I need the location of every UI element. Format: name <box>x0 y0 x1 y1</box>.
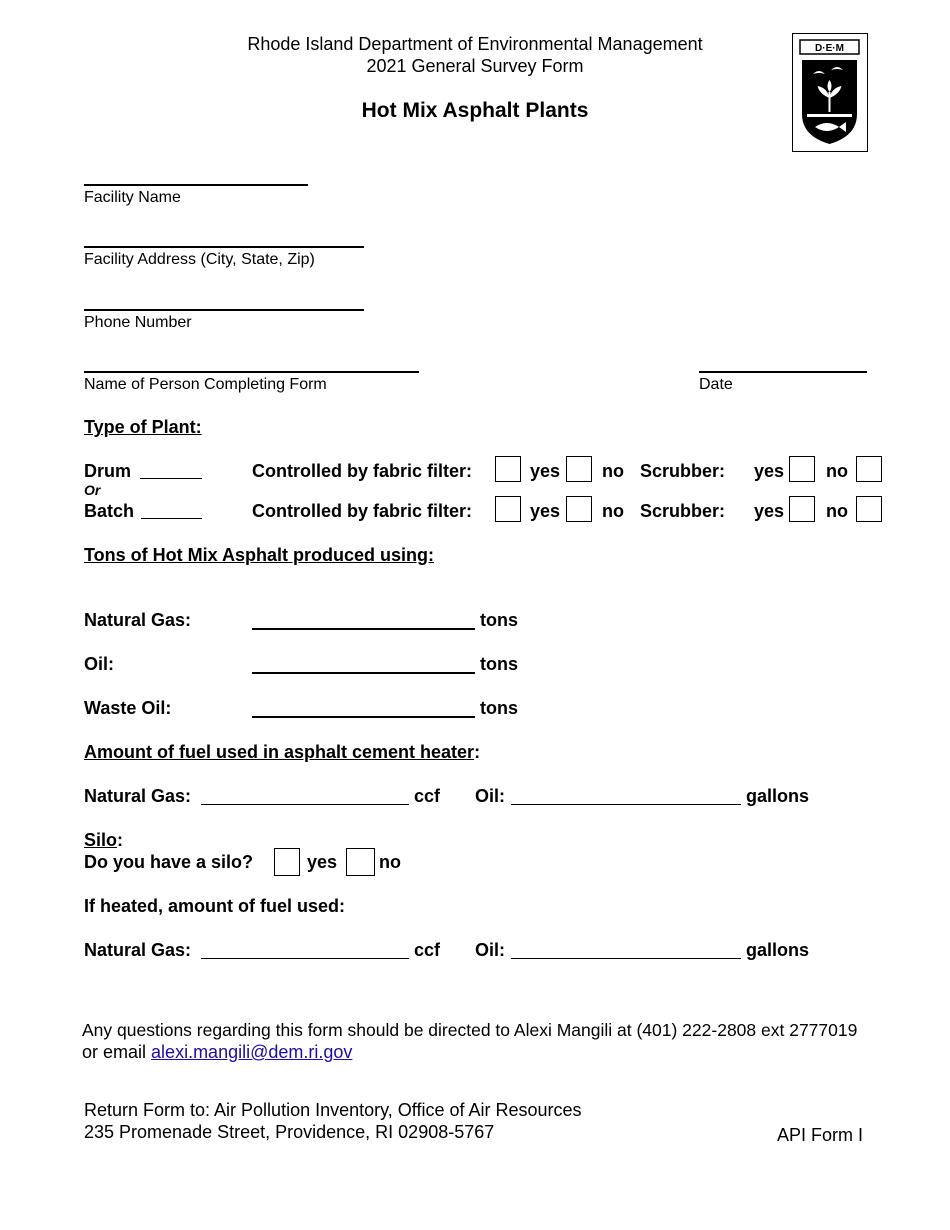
silo-gas-unit: ccf <box>414 940 441 960</box>
batch-filter-no-label: no <box>602 501 624 521</box>
heater-oil-label: Oil: <box>475 786 505 806</box>
heater-gas-unit: ccf <box>414 786 441 806</box>
silo-heated-label: If heated, amount of fuel used: <box>84 896 346 916</box>
drum-scrubber-label: Scrubber: <box>640 461 726 481</box>
tons-oil-unit: tons <box>480 654 518 674</box>
drum-controlled-label: Controlled by fabric filter: <box>252 461 473 481</box>
contact-email-link[interactable]: alexi.mangili@dem.ri.gov <box>151 1042 353 1062</box>
phone-number-line[interactable] <box>84 309 364 311</box>
silo-heading-text: Silo <box>84 830 118 850</box>
facility-address-line[interactable] <box>84 246 364 248</box>
batch-scrubber-yes-label: yes <box>754 501 785 521</box>
heater-fuel-heading-text: Amount of fuel used in asphalt cement heater <box>84 742 475 762</box>
silo-heading <box>84 830 123 851</box>
drum-scrubber-no-checkbox[interactable] <box>856 456 882 482</box>
date-line[interactable] <box>699 371 867 373</box>
drum-scrubber-yes-checkbox[interactable] <box>789 456 815 482</box>
page-title: Hot Mix Asphalt Plants <box>361 99 589 122</box>
silo-oil-line[interactable] <box>511 958 741 959</box>
drum-filter-no-checkbox[interactable] <box>566 456 592 482</box>
drum-scrubber-no-label: no <box>826 461 848 481</box>
contact-line-2 <box>82 1042 352 1063</box>
silo-natural-gas-line[interactable] <box>201 958 409 959</box>
silo-yes-checkbox[interactable] <box>274 848 300 876</box>
person-name-label: Name of Person Completing Form <box>84 376 327 393</box>
drum-label: Drum <box>84 461 132 481</box>
facility-address-label: Facility Address (City, State, Zip) <box>84 251 315 268</box>
tons-natural-gas-line[interactable] <box>252 628 475 630</box>
form-year-title: 2021 General Survey Form <box>366 56 584 76</box>
tons-heading: Tons of Hot Mix Asphalt produced using: <box>84 545 434 565</box>
batch-filter-yes-label: yes <box>530 501 561 521</box>
drum-filter-no-label: no <box>602 461 624 481</box>
drum-scrubber-yes-label: yes <box>754 461 785 481</box>
batch-scrubber-yes-checkbox[interactable] <box>789 496 815 522</box>
silo-natural-gas-label: Natural Gas: <box>84 940 192 960</box>
batch-scrubber-no-checkbox[interactable] <box>856 496 882 522</box>
drum-filter-yes-label: yes <box>530 461 561 481</box>
tons-natural-gas-unit: tons <box>480 610 518 630</box>
silo-question: Do you have a silo? <box>84 852 254 872</box>
contact-line-1: Any questions regarding this form should be directed to Alexi Mangili at (401) 222-2808 ext 2777019 <box>82 1020 858 1040</box>
form-id: API Form I <box>777 1125 864 1145</box>
drum-filter-yes-checkbox[interactable] <box>495 456 521 482</box>
heater-oil-unit: gallons <box>746 786 810 806</box>
dem-seal-icon <box>793 34 866 150</box>
tons-natural-gas-label: Natural Gas: <box>84 610 192 630</box>
tons-oil-label: Oil: <box>84 654 114 674</box>
batch-filter-no-checkbox[interactable] <box>566 496 592 522</box>
batch-blank[interactable] <box>141 518 202 519</box>
heater-natural-gas-line[interactable] <box>201 804 409 805</box>
phone-number-label: Phone Number <box>84 314 192 331</box>
drum-blank[interactable] <box>140 478 202 479</box>
logo-text: D·E·M <box>815 43 844 54</box>
batch-filter-yes-checkbox[interactable] <box>495 496 521 522</box>
facility-name-label: Facility Name <box>84 189 181 206</box>
heater-oil-line[interactable] <box>511 804 741 805</box>
batch-scrubber-no-label: no <box>826 501 848 521</box>
batch-scrubber-label: Scrubber: <box>640 501 726 521</box>
dem-logo <box>792 33 868 152</box>
tons-oil-line[interactable] <box>252 672 475 674</box>
batch-controlled-label: Controlled by fabric filter: <box>252 501 473 521</box>
return-address-line-2: 235 Promenade Street, Providence, RI 02908-5767 <box>84 1122 495 1142</box>
agency-name: Rhode Island Department of Environmental Management <box>247 34 703 54</box>
or-label: Or <box>84 482 101 498</box>
heater-fuel-heading <box>84 742 480 763</box>
return-address-line-1: Return Form to: Air Pollution Inventory, Office of Air Resources <box>84 1100 582 1120</box>
contact-email-prefix: or email <box>82 1042 147 1062</box>
silo-no-label: no <box>379 852 401 872</box>
facility-name-line[interactable] <box>84 184 308 186</box>
tons-waste-oil-label: Waste Oil: <box>84 698 172 718</box>
tons-waste-oil-line[interactable] <box>252 716 475 718</box>
heater-natural-gas-label: Natural Gas: <box>84 786 192 806</box>
heater-fuel-heading-colon: : <box>474 742 481 762</box>
silo-oil-unit: gallons <box>746 940 810 960</box>
batch-label: Batch <box>84 501 135 521</box>
tons-waste-oil-unit: tons <box>480 698 518 718</box>
silo-oil-label: Oil: <box>475 940 505 960</box>
silo-heading-colon: : <box>117 830 124 850</box>
date-label: Date <box>699 376 733 393</box>
person-name-line[interactable] <box>84 371 419 373</box>
silo-no-checkbox[interactable] <box>346 848 375 876</box>
silo-yes-label: yes <box>307 852 338 872</box>
type-of-plant-heading: Type of Plant: <box>84 417 202 437</box>
